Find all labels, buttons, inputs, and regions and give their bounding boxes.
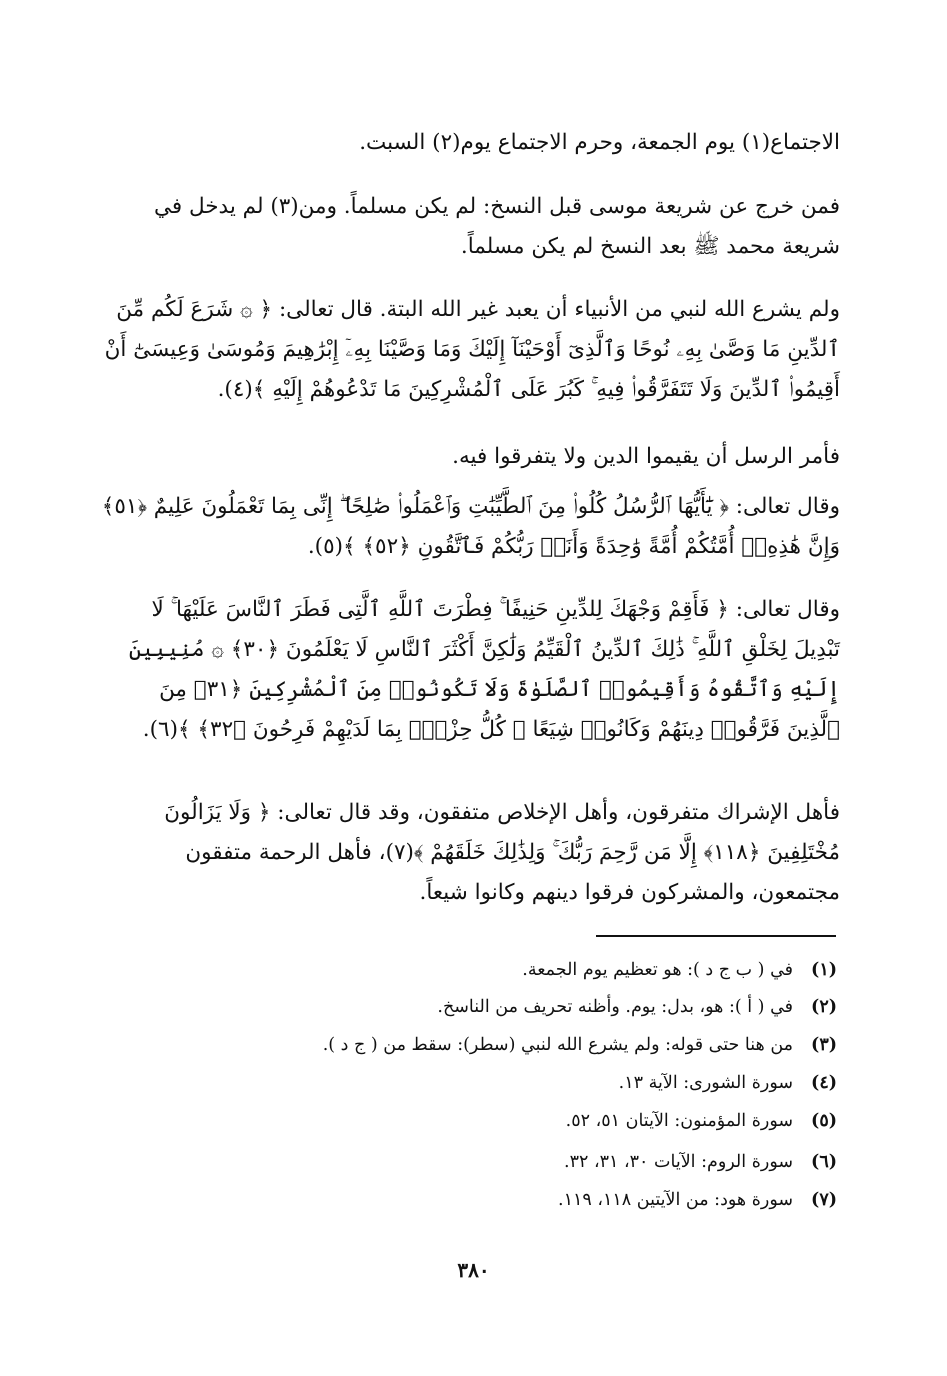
paragraph-5: وقال تعالى: ﴿ يَٰٓأَيُّهَا ٱلرُّسُلُ كُلُوا۟ مِنَ ٱلطَّيِّبَٰتِ وَٱعْمَلُوا۟ صَٰلِحًا ۖ إِنِّى بِمَا تَعْمَلُونَ عَلِيمٌ ﴿٥١﴾ وَإِنَّ هَٰذِهِۦٓ أُمَّتُكُمْ أُمَّةً وَٰحِدَةً وَأَنَا۠ رَبُّكُمْ فَٱتَّقُونِ ﴿٥٢﴾ ﴾(٥). xyxy=(101,494,840,559)
footnote-number: (٧) xyxy=(811,1190,837,1210)
footnote-text: سورة المؤمنون: الآيتان ٥١، ٥٢. xyxy=(565,1111,794,1131)
paragraph-2: فمن خرج عن شريعة موسى قبل النسخ: لم يكن مسلماً. ومن(٣) لم يدخل في شريعة محمد ﷺ بعد النسخ لم يكن مسلماً. xyxy=(153,194,840,259)
footnote-number: (٢) xyxy=(811,997,837,1017)
footnote-text: سورة الشورى: الآية ١٣. xyxy=(618,1073,794,1093)
paragraph-1: الاجتماع(١) يوم الجمعة، وحرم الاجتماع يوم(٢) السبت. xyxy=(359,130,840,155)
footnote-6 xyxy=(564,1148,837,1176)
footnote-5 xyxy=(566,1107,837,1135)
footnote-number: (٥) xyxy=(811,1111,837,1131)
page-number: ٣٨٠ xyxy=(457,1258,490,1282)
footnote-text: من هنا حتى قوله: ولم يشرع الله لنبي (سطر): سقط من ( ج د ). xyxy=(322,1035,794,1055)
paragraph-7: فأهل الإشراك متفرقون، وأهل الإخلاص متفقون، وقد قال تعالى: ﴿ وَلَا يَزَالُونَ مُخْتَلِفِينَ ﴿١١٨﴾ إِلَّا مَن رَّحِمَ رَبُّكَ ۚ وَلِذَٰلِكَ خَلَقَهُمْ ﴾(٧)، فأهل الرحمة متفقون مجتمعون، والمشركون فرقوا دينهم وكانوا شيعاً. xyxy=(164,800,840,905)
footnote-1 xyxy=(522,956,837,984)
footnote-number: (٤) xyxy=(811,1073,837,1093)
paragraph-6: وقال تعالى: ﴿ فَأَقِمْ وَجْهَكَ لِلدِّينِ حَنِيفًا ۚ فِطْرَتَ ٱللَّهِ ٱلَّتِى فَطَرَ ٱلنَّاسَ عَلَيْهَا ۚ لَا تَبْدِيلَ لِخَلْقِ ٱللَّهِ ۚ ذَٰلِكَ ٱلدِّينُ ٱلْقَيِّمُ وَلَٰكِنَّ أَكْثَرَ ٱلنَّاسِ لَا يَعْلَمُونَ ﴿٣٠﴾ ۞ مُنِيبِينَ إِلَيْهِ وَٱتَّقُوهُ وَأَقِيمُوا۟ ٱلصَّلَوٰةَ وَلَا تَكُونُوا۟ مِنَ ٱلْمُشْرِكِينَ ﴿٣١﴾ مِنَ ٱلَّذِينَ فَرَّقُوا۟ دِينَهُمْ وَكَانُوا۟ شِيَعًا ۖ كُلُّ حِزْبٍۭ بِمَا لَدَيْهِمْ فَرِحُونَ ﴿٣٢﴾ ﴾(٦). xyxy=(128,597,840,742)
footnote-text: سورة هود: من الآيتين ١١٨، ١١٩. xyxy=(558,1190,794,1210)
footnote-number: (٣) xyxy=(811,1035,837,1055)
footnote-number: (٦) xyxy=(811,1152,837,1172)
footnote-separator xyxy=(596,935,836,937)
footnote-number: (١) xyxy=(811,960,837,980)
footnote-7 xyxy=(558,1186,837,1214)
footnote-2 xyxy=(437,993,837,1021)
paragraph-4: فأمر الرسل أن يقيموا الدين ولا يتفرقوا فيه. xyxy=(452,444,840,469)
footnote-4 xyxy=(619,1069,837,1097)
footnote-3 xyxy=(323,1031,837,1059)
footnote-text: في ( ب ج د ): هو تعظيم يوم الجمعة. xyxy=(522,960,794,980)
footnote-text: سورة الروم: الآيات ٣٠، ٣١، ٣٢. xyxy=(564,1152,794,1172)
footnote-text: في ( أ ): هو، بدل: يوم. وأظنه تحريف من الناسخ. xyxy=(437,997,794,1017)
paragraph-3: ولم يشرع الله لنبي من الأنبياء أن يعبد غير الله البتة. قال تعالى: ﴿ ۞ شَرَعَ لَكُم مِّنَ ٱلدِّينِ مَا وَصَّىٰ بِهِۦ نُوحًا وَٱلَّذِىٓ أَوْحَيْنَآ إِلَيْكَ وَمَا وَصَّيْنَا بِهِۦٓ إِبْرَٰهِيمَ وَمُوسَىٰ وَعِيسَىٰٓ أَنْ أَقِيمُوا۟ ٱلدِّينَ وَلَا تَتَفَرَّقُوا۟ فِيهِ ۚ كَبُرَ عَلَى ٱلْمُشْرِكِينَ مَا تَدْعُوهُمْ إِلَيْهِ ﴾(٤). xyxy=(104,297,840,402)
